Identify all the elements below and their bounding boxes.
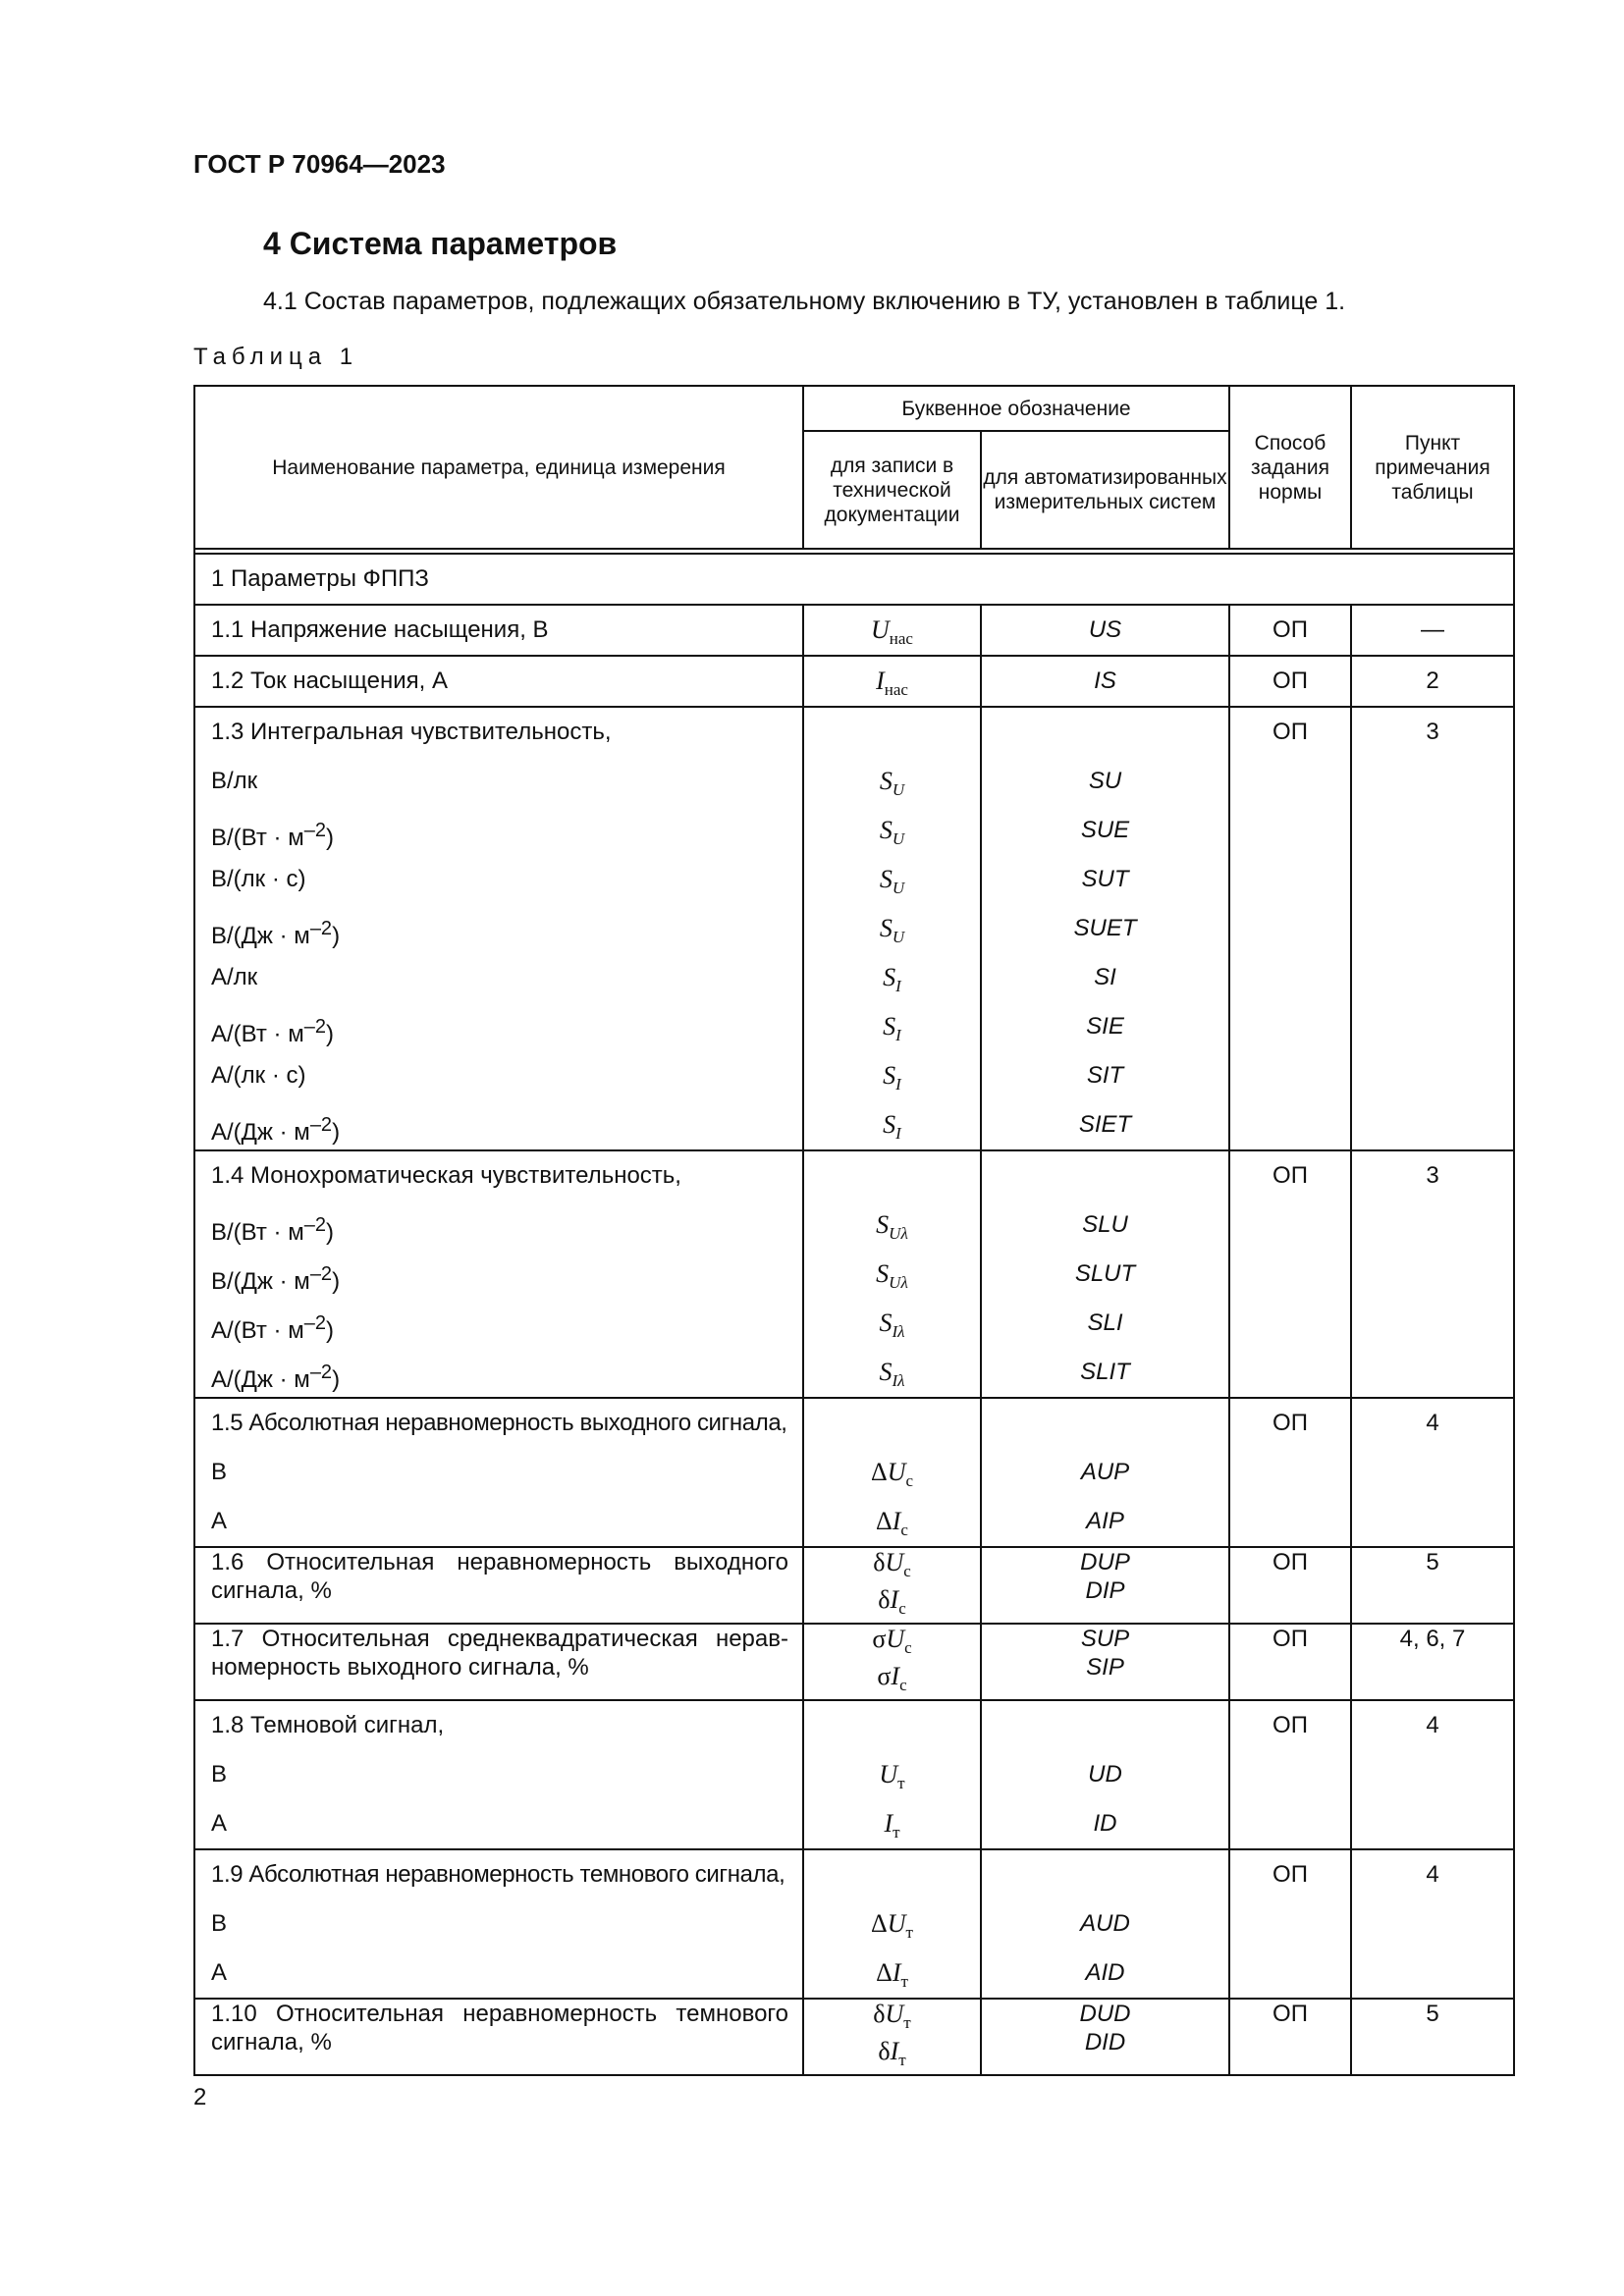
param-symbol: $\Delta I_т$ — [876, 1958, 908, 1991]
param-name: 1.5 Абсолютная неравномерность выходного сигнала, — [211, 1410, 787, 1436]
table-row — [194, 1547, 1514, 1624]
param-symbol: $I_{нас}$ — [876, 667, 908, 699]
param-code: SI — [1094, 964, 1116, 990]
parameters-table — [193, 385, 1515, 2076]
param-symbol: $S_U$ — [879, 816, 905, 848]
unit-line: В — [211, 1910, 228, 1937]
param-code: SIP — [1086, 1654, 1124, 1681]
param-symbol: $S_{I\lambda}$ — [879, 1358, 905, 1390]
unit-line: В/(лк · с) — [211, 866, 306, 892]
param-code: SUET — [1073, 915, 1137, 941]
param-code: AUD — [1080, 1910, 1130, 1937]
param-symbol: $\delta U_с$ — [873, 1548, 911, 1580]
param-symbol: $U_т$ — [879, 1760, 905, 1792]
unit-line: $В/(Вт \cdot м^{-2})$ — [211, 1214, 334, 1246]
param-note: 5 — [1351, 1547, 1514, 1624]
param-symbol: $S_U$ — [879, 865, 905, 897]
param-code: SIE — [1086, 1013, 1124, 1040]
header-for-docs: для записи в технической документации — [803, 431, 981, 549]
param-symbol: $S_U$ — [879, 767, 905, 799]
param-code: US — [1088, 616, 1122, 643]
param-symbol: $\sigma U_с$ — [872, 1625, 912, 1657]
unit-line: В — [211, 1459, 228, 1485]
param-code: AID — [1085, 1959, 1125, 1986]
page-number: 2 — [193, 2084, 207, 2110]
param-method: ОП — [1272, 667, 1308, 694]
param-name: 1.9 Абсолютная неравномерность темнового сигнала, — [211, 1861, 785, 1888]
table-row — [194, 1624, 1514, 1700]
param-symbol: $I_т$ — [884, 1809, 900, 1842]
unit-line: $В/(Вт \cdot м^{-2})$ — [211, 820, 334, 851]
group-title: 1 Параметры ФППЗ — [211, 565, 429, 592]
param-note: 3 — [1426, 1162, 1439, 1189]
param-note: 5 — [1351, 1999, 1514, 2075]
param-name: 1.2 Ток насыщения, А — [211, 667, 449, 694]
param-code: SIET — [1078, 1111, 1132, 1138]
param-symbol: $S_{I\lambda}$ — [879, 1308, 905, 1341]
unit-line: $А/(Дж \cdot м^{-2})$ — [211, 1114, 341, 1146]
unit-line: $А/(Вт \cdot м^{-2})$ — [211, 1016, 334, 1047]
unit-line: $В/(Дж \cdot м^{-2})$ — [211, 1263, 341, 1295]
unit-line: $В/(Дж \cdot м^{-2})$ — [211, 918, 341, 949]
table-row — [194, 554, 1514, 605]
param-code: SIT — [1086, 1062, 1124, 1089]
table-row — [194, 1700, 1514, 1849]
param-name: 1.3 Интегральная чувствительность, — [211, 719, 612, 745]
param-symbol: $\sigma I_с$ — [877, 1662, 907, 1694]
param-code: DID — [1084, 2029, 1126, 2056]
param-note: 4 — [1426, 1861, 1439, 1888]
param-symbol: $\delta U_т$ — [873, 2000, 911, 2032]
unit-line: $А/(Дж \cdot м^{-2})$ — [211, 1362, 341, 1393]
unit-line: $А/(Вт \cdot м^{-2})$ — [211, 1312, 334, 1344]
param-code: UD — [1088, 1761, 1122, 1788]
param-symbol: $S_{U\lambda}$ — [876, 1210, 908, 1243]
param-symbol: $\delta I_т$ — [878, 2037, 906, 2069]
param-method: ОП — [1272, 1410, 1308, 1436]
table-row — [194, 1150, 1514, 1398]
unit-line: В — [211, 1761, 228, 1788]
header-letter-designation: Буквенное обозначение — [803, 386, 1229, 431]
param-symbol: $S_I$ — [883, 1061, 901, 1094]
param-symbol: $\Delta I_с$ — [876, 1507, 908, 1539]
param-note: — — [1421, 616, 1444, 643]
param-method: ОП — [1272, 1162, 1308, 1189]
param-method: ОП — [1272, 1712, 1308, 1738]
param-symbol: $S_I$ — [883, 1110, 901, 1143]
param-name: 1.4 Монохроматическая чувствительность, — [211, 1162, 681, 1189]
param-method: ОП — [1229, 1999, 1351, 2075]
param-symbol: $\Delta U_с$ — [870, 1458, 914, 1490]
param-code: SLUT — [1074, 1260, 1136, 1287]
table-row — [194, 1398, 1514, 1547]
unit-line: В/лк — [211, 768, 258, 794]
param-method: ОП — [1272, 1861, 1308, 1888]
param-symbol: $\Delta U_т$ — [871, 1909, 913, 1942]
param-code: IS — [1094, 667, 1116, 694]
header-name: Наименование параметра, единица измерения — [194, 386, 803, 549]
param-code: SLIT — [1080, 1359, 1130, 1385]
param-note: 4 — [1426, 1712, 1439, 1738]
header-note: Пункт примечания таблицы — [1351, 386, 1514, 549]
param-code: AIP — [1086, 1508, 1124, 1534]
param-note: 2 — [1426, 667, 1439, 694]
param-symbol: $S_{U\lambda}$ — [876, 1259, 908, 1292]
unit-line: А/лк — [211, 964, 258, 990]
unit-line: А — [211, 1810, 228, 1837]
table-row — [194, 1999, 1514, 2075]
param-symbol: $S_I$ — [883, 1012, 901, 1044]
param-code: SUP — [1080, 1626, 1130, 1652]
param-name: 1.10 Относительная неравномерность темнового сигнала, % — [194, 1999, 803, 2075]
table-row — [194, 656, 1514, 707]
param-symbol: $\delta I_с$ — [878, 1585, 906, 1618]
param-code: DIP — [1085, 1577, 1125, 1604]
param-code: ID — [1093, 1810, 1117, 1837]
param-note: 3 — [1426, 719, 1439, 745]
unit-line: А — [211, 1508, 228, 1534]
group-title-cell — [194, 554, 1514, 605]
param-code: SLU — [1082, 1211, 1128, 1238]
header-for-auto: для автоматизированных измерительных систем — [981, 431, 1229, 549]
table-row — [194, 1849, 1514, 1999]
param-code: SUE — [1080, 817, 1130, 843]
param-symbol: $S_I$ — [883, 963, 901, 995]
section-title: 4 Система параметров — [263, 226, 618, 261]
param-method: ОП — [1229, 1624, 1351, 1700]
param-code: DUP — [1080, 1549, 1130, 1575]
param-method: ОП — [1229, 1547, 1351, 1624]
param-name: 1.8 Темновой сигнал, — [211, 1712, 445, 1738]
paragraph-4-1: 4.1 Состав параметров, подлежащих обязательному включению в ТУ, установлен в таблице 1. — [263, 288, 1346, 315]
param-code: SLI — [1087, 1309, 1123, 1336]
param-code: SU — [1088, 768, 1122, 794]
param-code: SUT — [1081, 866, 1129, 892]
param-method: ОП — [1272, 719, 1308, 745]
param-note: 4, 6, 7 — [1351, 1624, 1514, 1700]
unit-line: А — [211, 1959, 228, 1986]
param-symbol: $U_{нас}$ — [871, 615, 913, 648]
param-code: DUD — [1079, 2001, 1131, 2027]
table-row — [194, 707, 1514, 1150]
header-method: Способ задания нормы — [1229, 386, 1351, 549]
param-code: AUP — [1080, 1459, 1130, 1485]
unit-line: А/(лк · с) — [211, 1062, 306, 1089]
param-name: 1.1 Напряжение насыщения, В — [211, 616, 549, 643]
table-row — [194, 605, 1514, 656]
table-caption: Таблица 1 — [193, 344, 359, 370]
param-name: 1.6 Относительная неравномерность выходного сигнала, % — [194, 1547, 803, 1624]
param-method: ОП — [1272, 616, 1308, 643]
param-name: 1.7 Относительная среднеквадратическая нерав-номерность выходного сигнала, % — [194, 1624, 803, 1700]
param-note: 4 — [1426, 1410, 1439, 1436]
param-symbol: $S_U$ — [879, 914, 905, 946]
document-code: ГОСТ Р 70964—2023 — [193, 149, 446, 179]
